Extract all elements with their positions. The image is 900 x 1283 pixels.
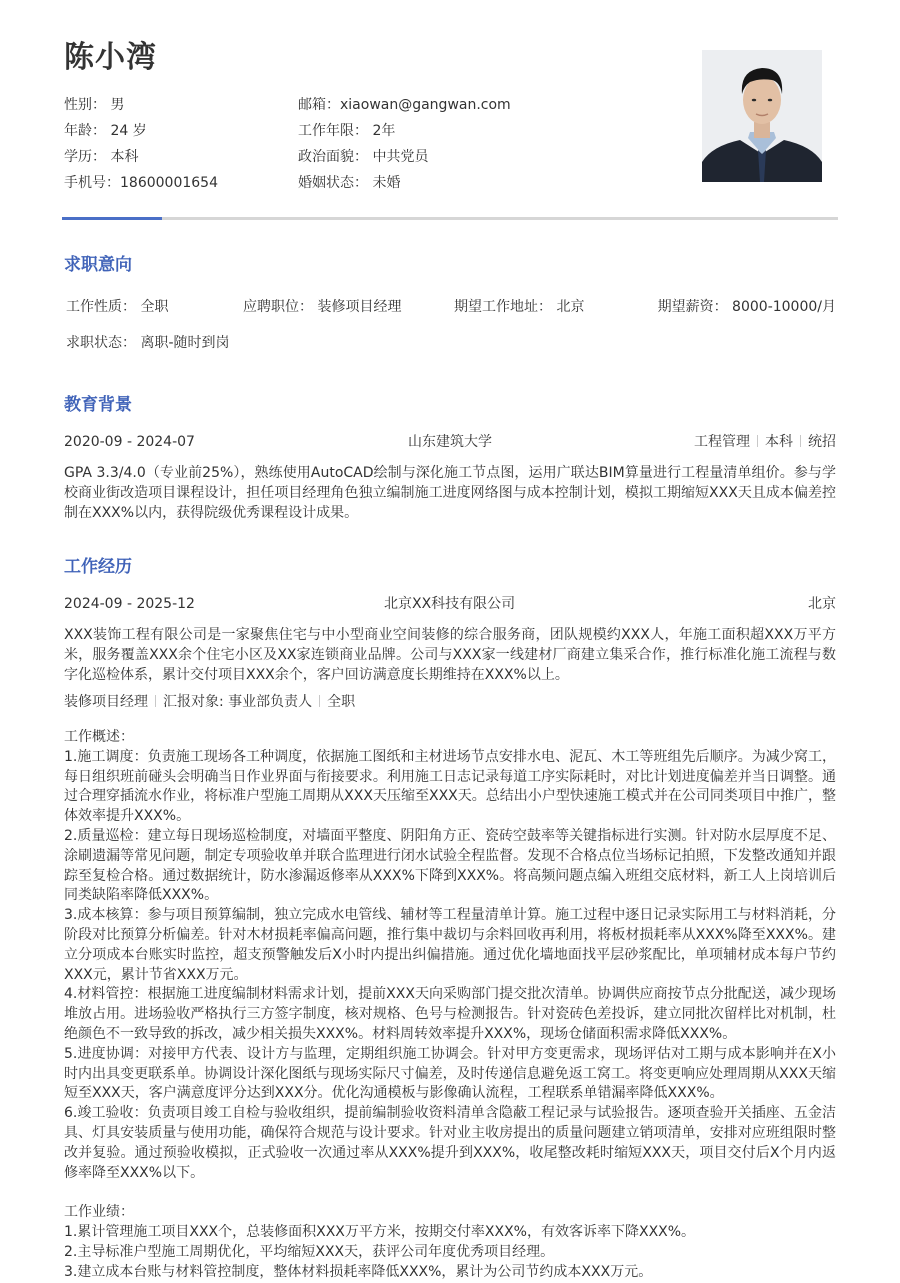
duty-item: 1.施工调度：负责施工现场各工种调度，依据施工图纸和主材进场节点安排水电、泥瓦、木工等班组先后顺序。为减少窝工，每日组织班前碰头会明确当日作业界面与衔接要求。利用施工日志记录每道工序实际耗时，对比计划进度偏差并当日调整。通过合理穿插流水作业，将标准户型施工周期从XXX天压缩至XXX天。总结出小户型快速施工模式并在公司同类项目中推广，整体效率提升XXX%。 xyxy=(64,748,836,825)
intent-row xyxy=(66,296,836,318)
section-title-intent: 求职意向 xyxy=(64,255,132,275)
job-status: 求职状态： 离职-随时到岗 xyxy=(66,335,230,351)
education-level: 学历： 本科 xyxy=(64,149,139,165)
avatar-photo xyxy=(702,50,822,182)
marital-status: 婚姻状态： 未婚 xyxy=(298,175,401,191)
desired-position: 应聘职位： 装修项目经理 xyxy=(243,299,402,315)
phone: 手机号：18600001654 xyxy=(64,175,218,191)
education-description: GPA 3.3/4.0（专业前25%），熟练使用AutoCAD绘制与深化施工节点图，运用广联达BIM算量进行工程量清单组价。参与学校商业街改造项目课程设计，担任项目经理角色独立编制施工进度网络图与成本控制计划，模拟工期缩短XXX天且成本偏差控制在XXX%以内，获得院级优秀课程设计成果。 xyxy=(64,465,836,521)
header-divider xyxy=(62,217,838,220)
age: 年龄： 24 岁 xyxy=(64,123,147,139)
education-header xyxy=(64,431,836,453)
desired-salary: 期望薪资： 8000-10000/月 xyxy=(657,299,836,315)
company-name: 北京XX科技有限公司 xyxy=(384,596,516,612)
section-title-work: 工作经历 xyxy=(64,557,132,577)
duty-item: 5.进度协调：对接甲方代表、设计方与监理，定期组织施工协调会。针对甲方变更需求，现场评估对工期与成本影响并在X小时内出具变更联系单。协调设计深化图纸与现场实际尺寸偏差，及时传递信息避免返工窝工。将变更响应处理周期从XXX天缩短至XXX天，客户满意度评分达到XXX分。优化沟通模板与影像确认流程，工程联系单错漏率降低XXX%。 xyxy=(64,1045,836,1102)
education-tags xyxy=(694,431,836,453)
political-status: 政治面貌： 中共党员 xyxy=(298,149,429,165)
achievement-item: 2.主导标准户型施工周期优化，平均缩短XXX天，获评公司年度优秀项目经理。 xyxy=(64,1243,555,1260)
work-city: 北京 xyxy=(808,596,836,612)
achievement-item: 1.累计管理施工项目XXX个，总装修面积XXX万平方米，按期交付率XXX%，有效客诉率下降XXX%。 xyxy=(64,1224,696,1241)
overview-title: 工作概述： xyxy=(64,729,134,745)
degree: 本科 xyxy=(765,434,793,450)
spacer xyxy=(64,1183,836,1203)
desired-location: 期望工作地址： 北京 xyxy=(454,299,585,315)
separator xyxy=(800,435,801,447)
gender: 性别： 男 xyxy=(64,97,125,113)
candidate-name: 陈小湾 xyxy=(64,40,157,75)
intent-row xyxy=(66,332,836,354)
education-period: 2020-09 - 2024-07 xyxy=(64,434,195,450)
info-row xyxy=(64,172,664,198)
duty-item: 4.材料管控：根据施工进度编制材料需求计划，提前XXX天向采购部门提交批次清单。协调供应商按节点分批配送，减少现场堆放占用。进场验收严格执行三方签字制度，核对规格、色号与检测报告。针对瓷砖色差投诉，建立同批次留样比对机制，杜绝颜色不一致导致的拆改，减少相关损失XXX%。材料周转效率提升XXX%，现场仓储面积需求降低XXX%。 xyxy=(64,986,836,1042)
separator xyxy=(757,435,758,447)
info-row xyxy=(64,146,664,172)
work-period: 2024-09 - 2025-12 xyxy=(64,596,195,612)
divider-accent xyxy=(62,217,162,220)
separator xyxy=(319,695,320,707)
info-row xyxy=(64,120,664,146)
basic-info xyxy=(64,94,664,198)
major: 工程管理 xyxy=(694,434,750,450)
info-row xyxy=(64,94,664,120)
duty-item: 2.质量巡检：建立每日现场巡检制度，对墙面平整度、阴阳角方正、瓷砖空鼓率等关键指标进行实测。针对防水层厚度不足、涂刷遗漏等常见问题，制定专项验收单并联合监理进行闭水试验全程监督。发现不合格点位当场标记拍照，下发整改通知并跟踪至复检合格。通过数据统计，防水渗漏返修率从XXX%下降到XXX%。将高频问题点编入班组交底材料，新工人上岗培训后同类缺陷率降低XXX%。 xyxy=(64,827,836,904)
role-line xyxy=(64,692,355,712)
duty-item: 6.竣工验收：负责项目竣工自检与验收组织，提前编制验收资料清单含隐蔽工程记录与试验报告。逐项查验开关插座、五金洁具、灯具安装质量与使用功能，确保符合规范与设计要求。针对业主收房提出的质量问题建立销项清单，安排对应班组限时整改并复验。通过预验收模拟，正式验收一次通过率从XXX%提升到XXX%，收尾整改耗时缩短XXX天，项目交付后X个月内返修率降至XXX%以下。 xyxy=(64,1105,836,1181)
work-header xyxy=(64,593,836,615)
duty-item: 3.成本核算：参与项目预算编制，独立完成水电管线、辅材等工程量清单计算。施工过程中逐日记录实际用工与材料消耗，分阶段对比预算分析偏差。针对木材损耗率偏高问题，推行集中裁切与余料回收再利用，将板材损耗率从XXX%降至XXX%。建立分项成本台账实时监控，超支预警触发后X小时内提出纠偏措施。通过优化墙地面找平层砂浆配比，单项辅材成本每户节约XXX元，累计节省XXX万元。 xyxy=(64,907,836,983)
separator xyxy=(155,695,156,707)
report-to: 汇报对象: 事业部负责人 xyxy=(163,694,313,710)
section-title-education: 教育背景 xyxy=(64,395,132,415)
email: 邮箱：xiaowan@gangwan.com xyxy=(298,97,511,113)
work-description xyxy=(64,728,836,1283)
achievements-title: 工作业绩： xyxy=(64,1204,134,1221)
school-name: 山东建筑大学 xyxy=(408,434,492,450)
enrollment-type: 统招 xyxy=(808,434,836,450)
achievement-item: 3.建立成本台账与材料管控制度，整体材料损耗率降低XXX%，累计为公司节约成本XXX万元。 xyxy=(64,1263,653,1280)
job-type: 工作性质： 全职 xyxy=(66,299,169,315)
job-role: 装修项目经理 xyxy=(64,694,148,710)
company-intro: XXX装饰工程有限公司是一家聚焦住宅与中小型商业空间装修的综合服务商，团队规模约XXX人，年施工面积超XXX万平方米，服务覆盖XXX余个住宅小区及XX家连锁商业品牌。公司与XXX家一线建材厂商建立集采合作，推行标准化施工流程与数字化巡检体系，累计交付项目XXX余个，客户回访满意度长期维持在XXX%以上。 xyxy=(64,627,836,683)
employment-type: 全职 xyxy=(327,694,356,710)
work-years: 工作年限： 2年 xyxy=(298,123,396,139)
